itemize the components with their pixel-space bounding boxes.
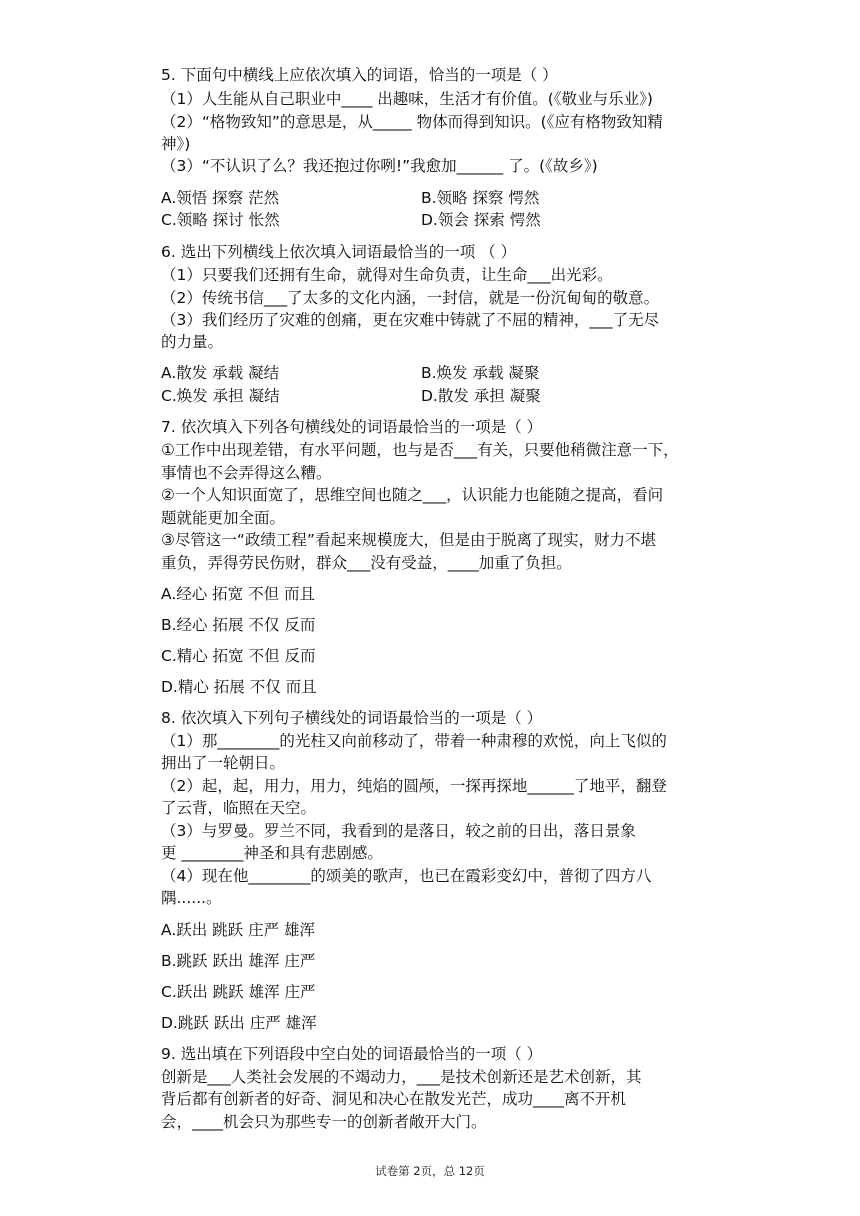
q5-sentence-1: （1）人生能从自己职业中____ 出趣味，生活才有价值。(《敬业与乐业》) (161, 90, 653, 108)
q6-sentence-1: （1）只要我们还拥有生命，就得对生命负责，让生命___出光彩。 (161, 266, 613, 284)
q6-option-a[interactable]: A.散发 承载 凝结 (161, 364, 280, 382)
q8-sentence-1b: 拥出了一轮朝日。 (161, 754, 286, 772)
q6-stem: 6. 选出下列横线上依次填入词语最恰当的一项 （ ） (161, 243, 517, 261)
q8-sentence-2b: 了云背，临照在天空。 (161, 799, 317, 817)
q5-sentence-2b: 神》) (161, 135, 191, 153)
q9-stem: 9. 选出填在下列语段中空白处的词语最恰当的一项（ ） (161, 1045, 543, 1063)
q8-sentence-2a: （2）起，起，用力，用力，纯焰的圆颅，一探再探地______了地平，翻登 (161, 777, 667, 795)
q8-sentence-4b: 隅......。 (161, 889, 222, 907)
q7-sentence-2b: 题就能更加全面。 (161, 509, 286, 527)
q5-option-b[interactable]: B.领略 探察 愕然 (421, 189, 540, 207)
q6-sentence-3a: （3）我们经历了灾难的创痛，更在灾难中铸就了不屈的精神，___了无尽 (161, 311, 660, 329)
q9-paragraph-line-1: 创新是___人类社会发展的不竭动力，___是技术创新还是艺术创新，其 (161, 1068, 642, 1086)
q8-option-c[interactable]: C.跃出 跳跃 雄浑 庄严 (161, 983, 316, 1001)
q7-stem: 7. 依次填入下列各句横线处的词语最恰当的一项是（ ） (161, 418, 543, 436)
q8-option-b[interactable]: B.跳跃 跃出 雄浑 庄严 (161, 952, 316, 970)
q7-sentence-3a: ③尽管这一“政绩工程”看起来规模庞大，但是由于脱离了现实，财力不堪 (161, 531, 656, 549)
q8-stem: 8. 依次填入下列句子横线处的词语最恰当的一项是（ ） (161, 709, 543, 727)
q5-stem: 5. 下面句中横线上应依次填入的词语，恰当的一项是（ ） (161, 66, 558, 84)
q7-sentence-1b: 事情也不会弄得这么糟。 (161, 464, 332, 482)
q7-sentence-2a: ②一个人知识面宽了，思维空间也随之___，认识能力也能随之提高，看问 (161, 486, 664, 504)
q7-option-c[interactable]: C.精心 拓宽 不但 反而 (161, 647, 316, 665)
q6-sentence-3b: 的力量。 (161, 333, 224, 351)
q5-sentence-2a: （2）“格物致知”的意思是，从_____ 物体而得到知识。(《应有格物致知精 (161, 113, 663, 131)
q8-option-d[interactable]: D.跳跃 跃出 庄严 雄浑 (161, 1014, 317, 1032)
q6-option-d[interactable]: D.散发 承担 凝聚 (421, 387, 541, 405)
q9-paragraph-line-3: 会，____机会只为那些专一的创新者敞开大门。 (161, 1113, 487, 1131)
q7-option-b[interactable]: B.经心 拓展 不仅 反而 (161, 616, 316, 634)
q8-sentence-4a: （4）现在他________的颂美的歌声，也已在霞彩变幻中，普彻了四方八 (161, 867, 652, 885)
q7-sentence-1a: ①工作中出现差错，有水平问题，也与是否___有关，只要他稍微注意一下， (161, 441, 679, 459)
q7-option-a[interactable]: A.经心 拓宽 不但 而且 (161, 585, 316, 603)
q5-option-d[interactable]: D.领会 探索 愕然 (421, 211, 541, 229)
q6-option-c[interactable]: C.焕发 承担 凝结 (161, 387, 280, 405)
q8-option-a[interactable]: A.跃出 跳跃 庄严 雄浑 (161, 921, 316, 939)
page-footer: 试卷第 2页，总 12页 (375, 1164, 485, 1178)
q5-sentence-3: （3）“不认识了么？我还抱过你咧!”我愈加______ 了。(《故乡》) (161, 157, 598, 175)
q5-option-a[interactable]: A.领悟 探察 茫然 (161, 189, 280, 207)
q5-option-c[interactable]: C.领略 探讨 怅然 (161, 211, 280, 229)
q6-option-b[interactable]: B.焕发 承载 凝聚 (421, 364, 540, 382)
q7-option-d[interactable]: D.精心 拓展 不仅 而且 (161, 678, 317, 696)
q8-sentence-3b: 更 ________神圣和具有悲剧感。 (161, 844, 383, 862)
q6-sentence-2: （2）传统书信___了太多的文化内涵，一封信，就是一份沉甸甸的敬意。 (161, 289, 660, 307)
q9-paragraph-line-2: 背后都有创新者的好奇、洞见和决心在散发光芒，成功____离不开机 (161, 1090, 627, 1108)
q8-sentence-3a: （3）与罗曼。罗兰不同，我看到的是落日，较之前的日出，落日景象 (161, 822, 636, 840)
q7-sentence-3b: 重负，弄得劳民伤财，群众___没有受益，____加重了负担。 (161, 554, 572, 572)
q8-sentence-1a: （1）那________的光柱又向前移动了，带着一种肃穆的欢悦，向上飞似的 (161, 732, 667, 750)
